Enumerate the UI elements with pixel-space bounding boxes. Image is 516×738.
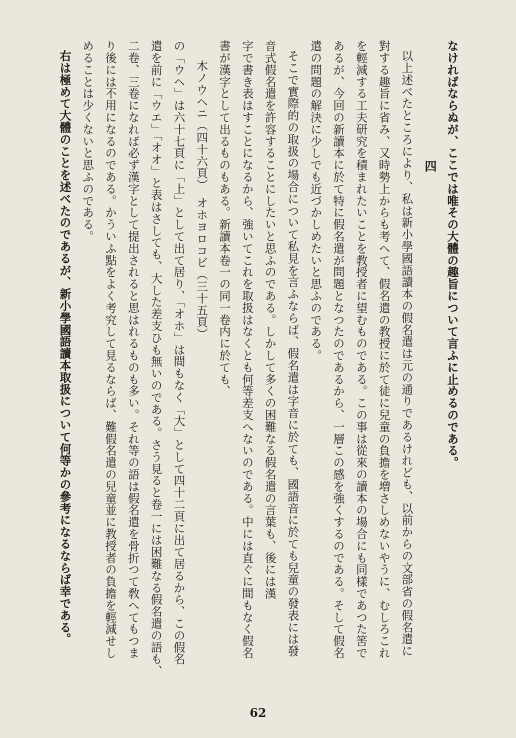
text-line: 右は極めて大體のことを述べたのであるが、新小學國語讀本取扱について何等かの參考になるならば幸である。 — [58, 50, 73, 645]
text-line: 書が漢字として出るものもある。新讀本卷一の同一卷内に於ても、 — [218, 40, 233, 397]
section-heading: 四 — [423, 160, 438, 173]
text-line: の「ウヘ」は六十七頁に「上」として出て居り、「オホ」は間もなく「大」として四十二頁に出て居るから、この假名 — [172, 40, 187, 665]
text-line: 以上述べたところにより、私は新小學國語讀本の假名遣は元の通りであるけれども、以前からの文部省の假名遣に — [400, 50, 415, 657]
text-line: そこで實際的の取扱の場合について私見を言ふならば、假名遣は字音に於ても、國語音に於ても兒童の發表には發 — [286, 50, 301, 657]
text-line: 對する趣旨に省み、又時勢上からも考へて、假名遣の教授に於て徒に兒童の負擔を増さしめないやうに、むしろこれ — [377, 40, 392, 659]
text-line: を輕減する工夫研究を積まれたいことを教授者に望むものである。この事は從來の讀本の場合にも同樣であつた筈で — [354, 40, 369, 659]
text-line: り後には不用になるのである。かういふ點をよく考究して見るならば、難假名遣の兒童並に教授者の負擔を輕減せし — [104, 40, 119, 659]
text-line: 二卷、三卷になれば必ず漢字として提出されると思はれるものも多い。それ等の語は假名遣を骨折つて敎へてもつま — [126, 40, 141, 659]
text-line: 音式假名遣を許容することにしたいと思ふのである。しかして多くの困難なる假名遣の言葉も、後には漢 — [263, 40, 278, 600]
text-line: なければならぬが、ここでは唯その大體の趣旨について言ふに止めるのである。 — [446, 40, 460, 469]
text-line: あるが、今回の新讀本に於て特に假名遣が問題となつたのであるから、一層この感を強くするのである。そして假名 — [332, 40, 347, 659]
text-line: 遣を前に「ウエ」「オオ」と表はさしても、大した差支ひも無いのである。さう見ると卷一には困難なる假名遣の語も、 — [149, 40, 164, 677]
example-line: 木ノウヘニ（四十六頁） オホヨロコビ（三十五頁） — [195, 60, 210, 340]
page-number: 62 — [249, 706, 267, 720]
vertical-text-block — [54, 40, 464, 680]
text-line: 遣の問題の解決に少しでも近づかしめたいと思ふのである。 — [309, 40, 324, 362]
text-line: 字で書き表はすことになるから、強いてこれを取扱はなくとも何等差支へないのである。中には直ぐに間もなく假名 — [240, 40, 255, 659]
text-line: めることは少くないと思ふのである。 — [81, 40, 96, 243]
